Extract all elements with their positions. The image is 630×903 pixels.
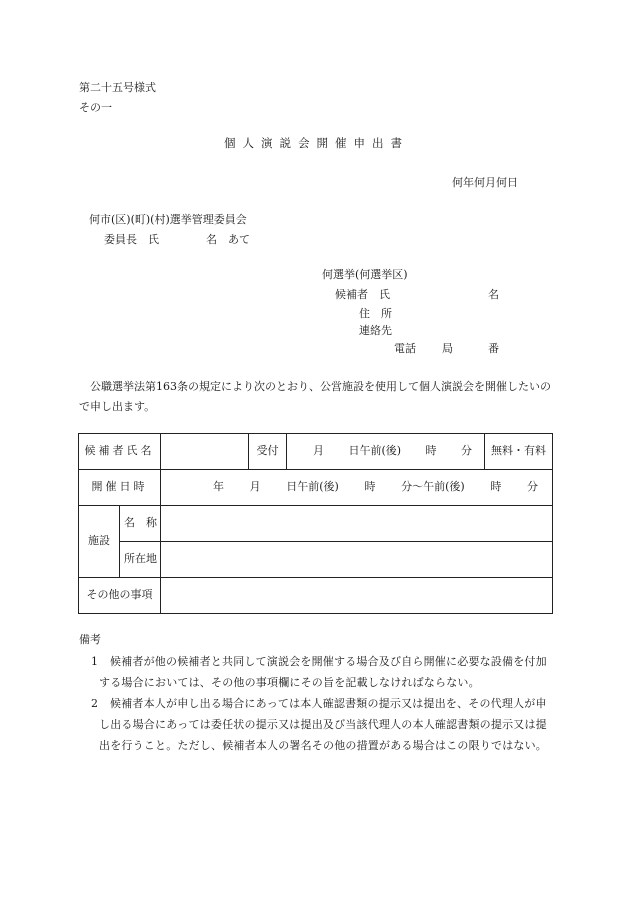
other-matters-value[interactable] — [161, 578, 553, 614]
facility-location-value[interactable] — [161, 542, 553, 578]
phone-ban: 番 — [488, 342, 499, 355]
chair-suffix: 名 あて — [206, 233, 250, 246]
form-number: 第二十五号様式 — [79, 81, 156, 94]
election-name: 何選挙(何選挙区) — [322, 268, 408, 281]
table-row-facility-name — [79, 506, 553, 542]
facility-name-value[interactable] — [161, 506, 553, 542]
event-datetime-value[interactable] — [161, 470, 553, 506]
candidate-name-value[interactable] — [161, 434, 249, 470]
note-text: 候補者本人が申し出る場合にあっては本人確認書類の提示又は提出を、その代理人が申し出る場合にあっては委任状の提示又は提出及び当該代理人の本人確認書類の提示又は提出を行うこと。ただし、候補者本人の署名その他の措置がある場合はこの限りではない。 — [99, 697, 547, 752]
event-minute-to: 分〜午前(後) — [401, 480, 465, 494]
notes-heading: 備考 — [79, 633, 101, 646]
candidate-name-suffix: 名 — [488, 288, 499, 301]
event-month: 月 — [249, 480, 261, 494]
receipt-hour: 時 — [425, 444, 437, 458]
commission-name: 何市(区)(町)(村)選挙管理委員会 — [89, 213, 247, 226]
facility-location-label: 所在地 — [120, 542, 161, 578]
table-row-other — [79, 578, 553, 614]
candidate-label: 候補者 氏 — [335, 288, 390, 301]
event-day-ampm: 日午前(後) — [286, 480, 339, 494]
event-datetime-label: 開催日時 — [79, 470, 161, 506]
note-item-1 — [79, 651, 555, 693]
event-hour2: 時 — [490, 480, 502, 494]
receipt-label: 受付 — [249, 434, 287, 470]
candidate-name-label: 候補者氏名 — [79, 434, 161, 470]
receipt-datetime[interactable] — [287, 434, 485, 470]
table-row-candidate — [79, 434, 553, 470]
phone-label: 電話 — [394, 342, 416, 355]
event-year: 年 — [213, 480, 224, 494]
application-table — [78, 433, 553, 614]
receipt-day-ampm: 日午前(後) — [348, 444, 402, 458]
form-sub: その一 — [79, 101, 112, 114]
facility-label: 施設 — [79, 506, 120, 578]
address-label: 住 所 — [359, 307, 392, 320]
contact-label: 連絡先 — [359, 324, 392, 337]
other-matters-label: その他の事項 — [79, 578, 161, 614]
event-minute2: 分 — [526, 480, 538, 494]
receipt-minute: 分 — [461, 444, 472, 458]
chair-prefix: 委員長 氏 — [104, 233, 159, 246]
body-text: 公職選挙法第163条の規定により次のとおり、公営施設を使用して個人演説会を開催したいので申し出ます。 — [79, 380, 551, 413]
event-hour: 時 — [364, 480, 376, 494]
note-number: 1 — [91, 655, 98, 668]
note-text: 候補者が他の候補者と共同して演説会を開催する場合及び自ら開催に必要な設備を付加する場合においては、その他の事項欄にその旨を記載しなければならない。 — [99, 655, 547, 689]
phone-kyoku: 局 — [442, 342, 453, 355]
submission-date: 何年何月何日 — [452, 176, 518, 189]
receipt-month: 月 — [313, 444, 324, 458]
facility-name-label: 名 称 — [120, 506, 161, 542]
document-title: 個人演説会開催申出書 — [224, 136, 409, 150]
note-number: 2 — [91, 697, 98, 710]
note-item-2 — [79, 693, 555, 756]
table-row-facility-location — [79, 542, 553, 578]
table-row-datetime — [79, 470, 553, 506]
fee-option[interactable]: 無料・有料 — [485, 434, 553, 470]
